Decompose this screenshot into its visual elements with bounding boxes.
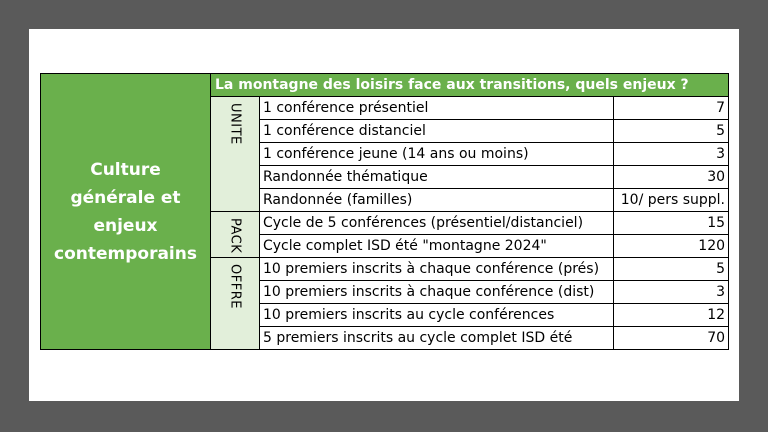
slide — [29, 29, 739, 401]
price-cell: 12 — [614, 304, 729, 327]
price-cell: 5 — [614, 258, 729, 281]
group-label-offre: OFFRE — [211, 258, 260, 350]
table-title: La montagne des loisirs face aux transitions, quels enjeux ? — [211, 74, 729, 97]
item-cell: 10 premiers inscrits à chaque conférence (prés) — [260, 258, 614, 281]
price-cell: 5 — [614, 120, 729, 143]
item-cell: 1 conférence jeune (14 ans ou moins) — [260, 143, 614, 166]
price-cell: 3 — [614, 143, 729, 166]
item-cell: 10 premiers inscrits au cycle conférences — [260, 304, 614, 327]
item-cell: 1 conférence distanciel — [260, 120, 614, 143]
item-cell: 10 premiers inscrits à chaque conférence (dist) — [260, 281, 614, 304]
price-cell: 3 — [614, 281, 729, 304]
item-cell: 1 conférence présentiel — [260, 97, 614, 120]
group-label-unite: UNITE — [211, 97, 260, 212]
table-row — [41, 74, 729, 97]
item-cell: Cycle complet ISD été "montagne 2024" — [260, 235, 614, 258]
pricing-table — [40, 73, 729, 350]
price-cell: 30 — [614, 166, 729, 189]
item-cell: Randonnée thématique — [260, 166, 614, 189]
item-cell: Randonnée (familles) — [260, 189, 614, 212]
price-cell: 120 — [614, 235, 729, 258]
price-cell: 7 — [614, 97, 729, 120]
category-cell: Culture générale et enjeux contemporains — [41, 74, 211, 350]
price-cell: 70 — [614, 327, 729, 350]
item-cell: 5 premiers inscrits au cycle complet ISD été — [260, 327, 614, 350]
group-label-pack: PACK — [211, 212, 260, 258]
item-cell: Cycle de 5 conférences (présentiel/distanciel) — [260, 212, 614, 235]
price-cell: 15 — [614, 212, 729, 235]
price-cell: 10/ pers suppl. — [614, 189, 729, 212]
